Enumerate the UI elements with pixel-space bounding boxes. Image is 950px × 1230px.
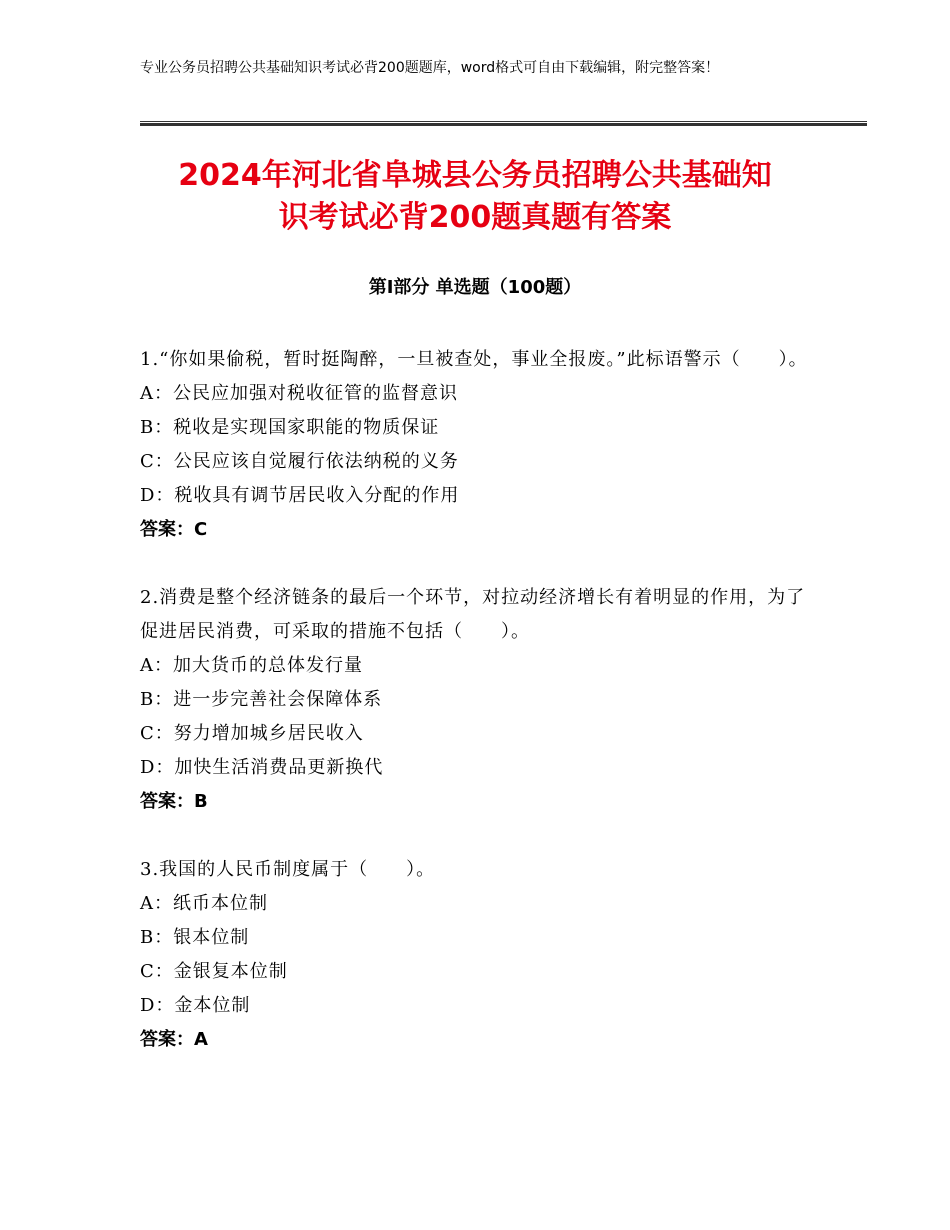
option-d: D：税收具有调节居民收入分配的作用 [140, 485, 460, 506]
option-d: D：加快生活消费品更新换代 [140, 757, 384, 778]
document-title-line-1: 2024年河北省阜城县公务员招聘公共基础知 [178, 158, 772, 193]
option-a: A：公民应加强对税收征管的监督意识 [140, 383, 458, 404]
option-c: C：公民应该自觉履行依法纳税的义务 [140, 451, 459, 472]
option-a: A：加大货币的总体发行量 [140, 655, 363, 676]
section-heading: 第Ⅰ部分 单选题（100题） [368, 277, 582, 298]
option-a: A：纸币本位制 [140, 893, 268, 914]
question-1 [140, 343, 820, 547]
question-2 [140, 581, 820, 819]
answer: 答案：A [140, 1029, 208, 1050]
option-b: B：进一步完善社会保障体系 [140, 689, 383, 710]
option-b: B：银本位制 [140, 927, 250, 948]
answer: 答案：B [140, 791, 208, 812]
question-list [140, 343, 820, 1091]
option-c: C：金银复本位制 [140, 961, 288, 982]
question-stem: 1.“你如果偷税，暂时挺陶醉，一旦被查处，事业全报废。”此标语警示（ ）。 [140, 349, 808, 370]
question-3 [140, 853, 820, 1057]
option-b: B：税收是实现国家职能的物质保证 [140, 417, 440, 438]
document-title-line-2: 识考试必背200题真题有答案 [278, 200, 672, 235]
question-stem: 2.消费是整个经济链条的最后一个环节，对拉动经济增长有着明显的作用，为了促进居民消费，可采取的措施不包括（ ）。 [140, 587, 806, 642]
option-c: C：努力增加城乡居民收入 [140, 723, 364, 744]
header-note: 专业公务员招聘公共基础知识考试必背200题题库，word格式可自由下载编辑，附完整答案！ [140, 60, 720, 76]
document-title [80, 155, 870, 239]
question-stem: 3.我国的人民币制度属于（ ）。 [140, 859, 436, 880]
answer: 答案：C [140, 519, 208, 540]
header-divider [140, 121, 867, 126]
option-d: D：金本位制 [140, 995, 251, 1016]
